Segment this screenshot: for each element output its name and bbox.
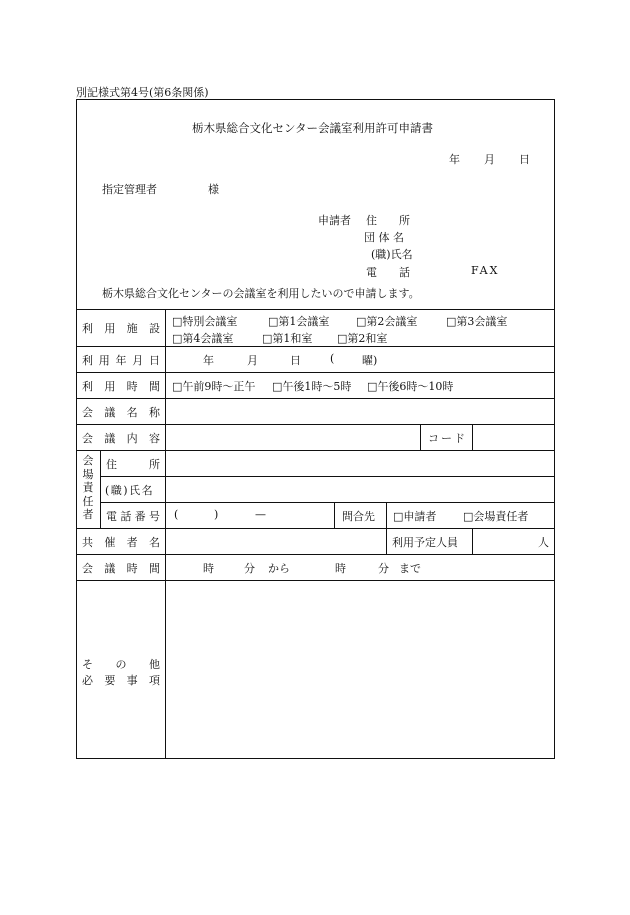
phone-dash: — bbox=[255, 508, 266, 521]
facility-option-room1[interactable]: □第1会議室 bbox=[268, 315, 330, 328]
start-minute-label: 分 bbox=[244, 562, 255, 575]
addressee-suffix: 様 bbox=[208, 183, 219, 196]
date-year-label: 年 bbox=[449, 153, 460, 166]
end-hour-label: 時 bbox=[335, 562, 346, 575]
phone-paren-open: ( bbox=[174, 508, 179, 521]
date-label: 利 用 年 月 日 bbox=[82, 354, 160, 367]
contact-label: 問合先 bbox=[342, 510, 375, 523]
attendees-divider bbox=[386, 528, 387, 554]
start-hour-label: 時 bbox=[203, 562, 214, 575]
row-divider bbox=[76, 554, 555, 555]
manager-group-label: 会 場 責 任 者 bbox=[82, 454, 94, 521]
meeting-content-label: 会 議 内 容 bbox=[82, 432, 160, 445]
contact-divider bbox=[334, 502, 335, 528]
use-date-day: 日 bbox=[290, 354, 301, 367]
use-date-month: 月 bbox=[247, 354, 258, 367]
contact-option-manager[interactable]: □会場責任者 bbox=[463, 510, 529, 523]
row-divider bbox=[76, 398, 555, 399]
row-divider bbox=[76, 424, 555, 425]
form-caption: 別記様式第4号(第6条関係) bbox=[76, 86, 209, 99]
facility-label: 利 用 施 設 bbox=[82, 322, 160, 335]
row-divider bbox=[76, 580, 555, 581]
code-divider bbox=[420, 424, 421, 450]
applicant-label: 申請者 bbox=[318, 214, 351, 227]
attendees-unit: 人 bbox=[538, 536, 549, 549]
time-option-afternoon[interactable]: □午後1時～5時 bbox=[272, 380, 352, 393]
application-statement: 栃木県総合文化センターの会議室を利用したいので申請します。 bbox=[102, 287, 420, 300]
applicant-address-label: 住 所 bbox=[366, 214, 410, 227]
facility-option-room4[interactable]: □第4会議室 bbox=[172, 332, 234, 345]
contact-option-applicant[interactable]: □申請者 bbox=[393, 510, 437, 523]
from-label: から bbox=[268, 562, 290, 575]
phone-paren-close: ) bbox=[214, 508, 219, 521]
manager-address-label: 住 所 bbox=[106, 458, 160, 471]
applicant-fax-label: FAX bbox=[471, 264, 500, 277]
code-label: コード bbox=[428, 432, 467, 445]
date-day-label: 日 bbox=[519, 153, 530, 166]
meeting-time-label: 会 議 時 間 bbox=[82, 562, 160, 575]
manager-name-label: (職)氏名 bbox=[105, 484, 155, 497]
row-divider bbox=[76, 346, 555, 347]
manager-phone-label: 電 話 番 号 bbox=[106, 510, 160, 523]
use-date-year: 年 bbox=[203, 354, 214, 367]
code-divider bbox=[472, 424, 473, 450]
until-label: まで bbox=[399, 562, 421, 575]
time-option-evening[interactable]: □午後6時～10時 bbox=[367, 380, 454, 393]
facility-option-room2[interactable]: □第2会議室 bbox=[356, 315, 418, 328]
facility-option-room3[interactable]: □第3会議室 bbox=[446, 315, 508, 328]
applicant-name-label: (職)氏名 bbox=[371, 248, 413, 261]
contact-divider bbox=[386, 502, 387, 528]
attendees-divider bbox=[472, 528, 473, 554]
manager-group-divider bbox=[100, 450, 101, 528]
addressee-name: 指定管理者 bbox=[102, 183, 157, 196]
facility-option-special[interactable]: □特別会議室 bbox=[172, 315, 238, 328]
use-date-weekday-close: 曜) bbox=[362, 354, 378, 367]
row-divider bbox=[76, 450, 555, 451]
applicant-org-label: 団 体 名 bbox=[364, 231, 404, 244]
row-divider bbox=[100, 502, 555, 503]
label-column-divider bbox=[165, 309, 166, 759]
row-divider bbox=[76, 372, 555, 373]
time-option-morning[interactable]: □午前9時～正午 bbox=[172, 380, 256, 393]
header-divider bbox=[76, 309, 555, 310]
other-label-line1: そ の 他 bbox=[82, 658, 160, 671]
cohost-label: 共 催 者 名 bbox=[82, 536, 160, 549]
meeting-name-label: 会 議 名 称 bbox=[82, 406, 160, 419]
facility-option-washitsu1[interactable]: □第1和室 bbox=[262, 332, 313, 345]
use-date-weekday-open: ( bbox=[330, 352, 335, 365]
row-divider bbox=[76, 528, 555, 529]
row-divider bbox=[100, 476, 555, 477]
other-label-line2: 必 要 事 項 bbox=[82, 674, 160, 687]
facility-option-washitsu2[interactable]: □第2和室 bbox=[337, 332, 388, 345]
time-label: 利 用 時 間 bbox=[82, 380, 160, 393]
date-month-label: 月 bbox=[484, 153, 495, 166]
applicant-phone-label: 電 話 bbox=[366, 266, 410, 279]
end-minute-label: 分 bbox=[378, 562, 389, 575]
attendees-label: 利用予定人員 bbox=[392, 536, 458, 549]
form-title: 栃木県総合文化センター会議室利用許可申請書 bbox=[192, 121, 434, 135]
